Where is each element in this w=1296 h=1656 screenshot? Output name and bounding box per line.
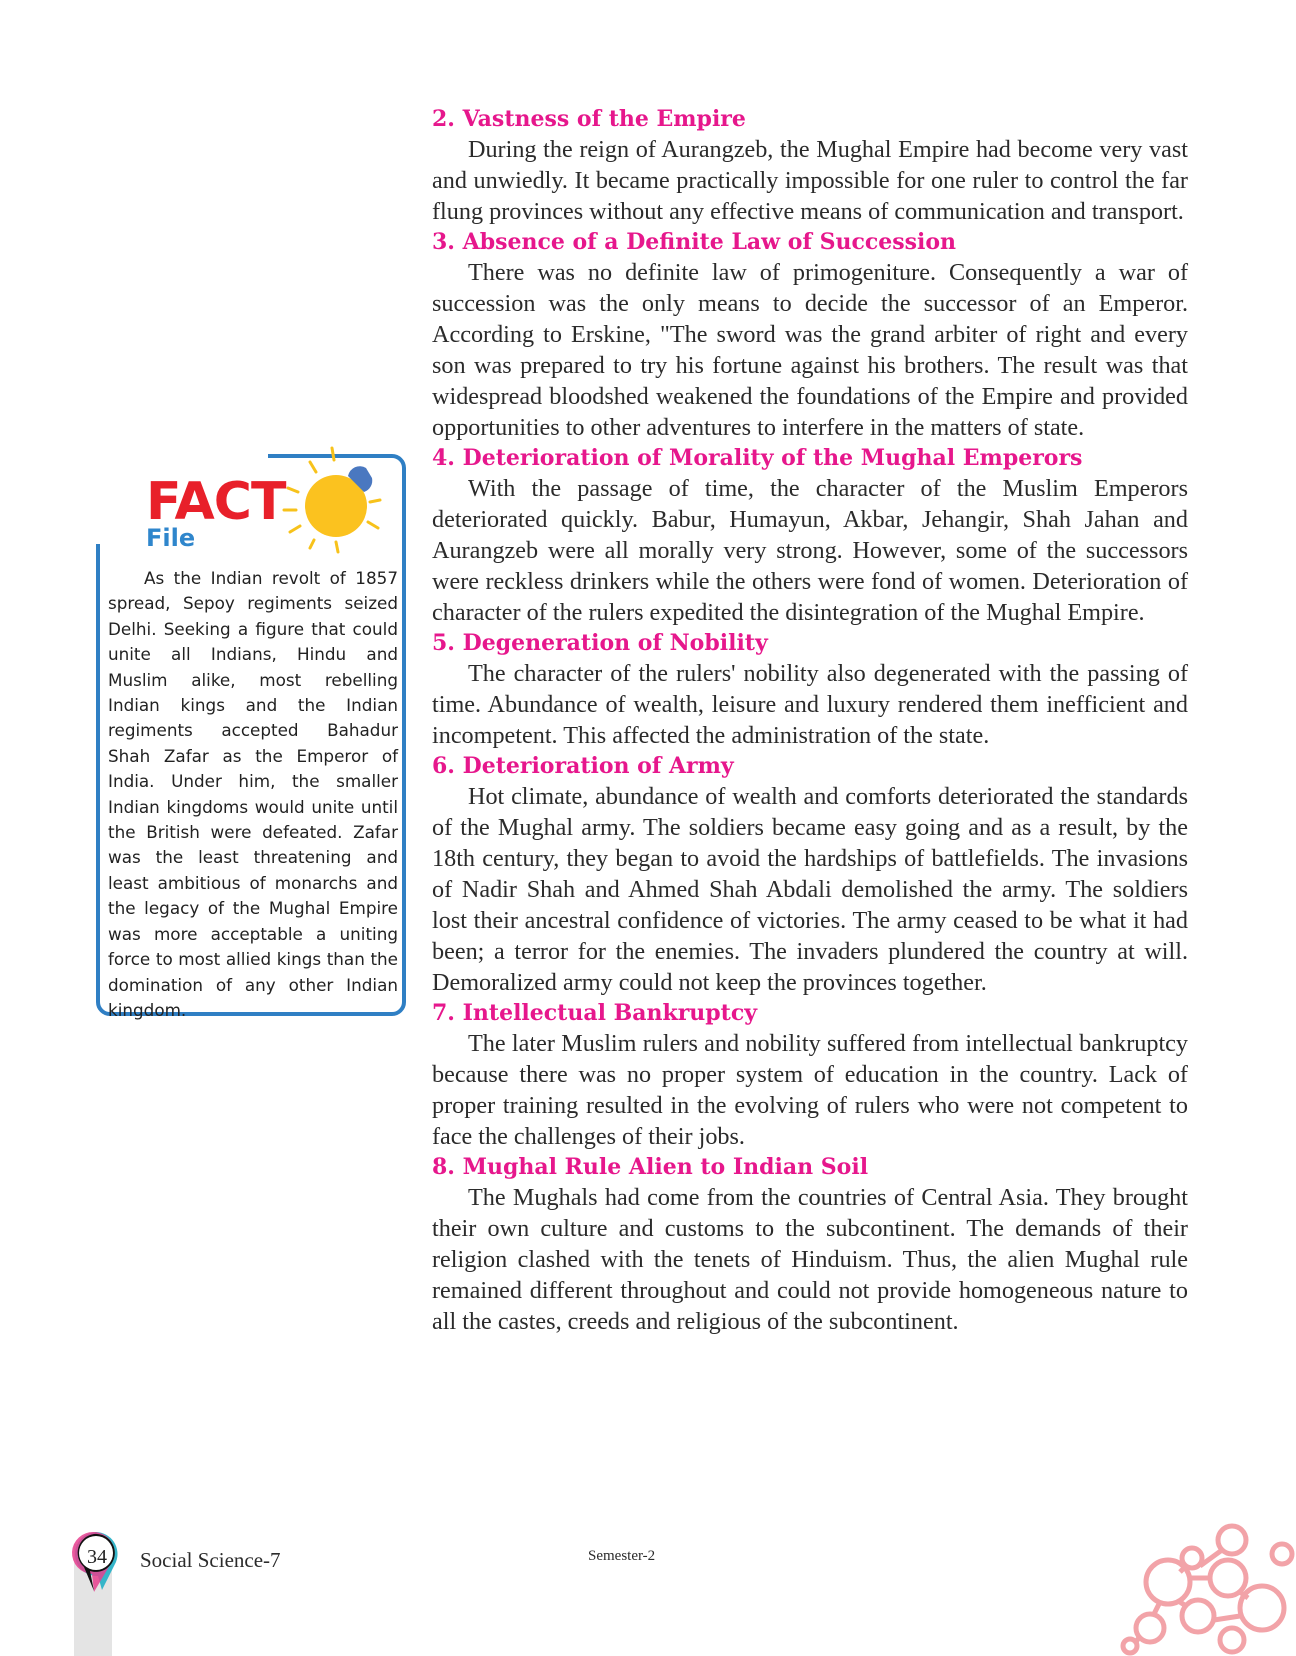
decorative-circles (1120, 1516, 1296, 1656)
section-alien-rule (432, 1152, 1188, 1337)
semester-label: Semester-2 (588, 1548, 656, 1564)
book-title: Social Science-7 (140, 1548, 281, 1572)
section-nobility (432, 628, 1188, 751)
section-paragraph: There was no definite law of primogeniture. Consequently a war of succession was the only means to decide the successor of an Emperor. According to Erskine, "The sword was the grand arbiter of right and every son was prepared to try his fortune against his brothers. The result was that widespread bloodshed weakened the foundations of the Empire and provided opportunities to other adventures to interfere in the matters of state. (432, 259, 1188, 441)
lightbulb-icon (280, 444, 400, 554)
section-heading: 5. Degeneration of Nobility (432, 630, 768, 656)
fact-file-subtitle: File (146, 524, 196, 552)
fact-file-text: As the Indian revolt of 1857 spread, Sepoy regiments seized Delhi. Seeking a figure that could unite all Indians, Hindu and Muslim alike, most rebelling Indian kings and the Indian regiments accepted Bahadur Shah Zafar as the Emperor of India. Under him, the smaller Indian kingdoms would unite until the British were defeated. Zafar was the least threatening and least ambitious of monarchs and the legacy of the Mughal Empire was more acceptable a uniting force to most allied kings than the domination of any other Indian kingdom. (108, 568, 398, 1020)
section-heading: 8. Mughal Rule Alien to Indian Soil (432, 1154, 869, 1180)
section-heading: 3. Absence of a Definite Law of Succession (432, 229, 957, 255)
section-paragraph: The Mughals had come from the countries of Central Asia. They brought their own culture and customs to the subcontinent. The demands of their religion clashed with the tenets of Hinduism. Thus, the alien Mughal rule remained different throughout and could not provide homogeneous nature to all the castes, creeds and religious of the subcontinent. (432, 1184, 1188, 1335)
section-succession (432, 227, 1188, 443)
section-heading: 2. Vastness of the Empire (432, 106, 746, 132)
section-heading: 4. Deterioration of Morality of the Mughal Emperors (432, 445, 1083, 471)
main-column (432, 104, 1188, 1337)
section-heading: 6. Deterioration of Army (432, 753, 734, 779)
section-intellectual (432, 998, 1188, 1152)
section-paragraph: Hot climate, abundance of wealth and comforts deteriorated the standards of the Mughal army. The soldiers became easy going and as a result, by the 18th century, they began to avoid the hardships of battlefields. The invasions of Nadir Shah and Ahmed Shah Abdali demolished the army. The soldiers lost their ancestral confidence of victories. The army ceased to be what it had been; a terror for the enemies. The invaders plundered the country at will. Demoralized army could not keep the provinces together. (432, 783, 1188, 996)
section-army (432, 751, 1188, 998)
section-morality (432, 443, 1188, 628)
section-paragraph: The character of the rulers' nobility also degenerated with the passing of time. Abundance of wealth, leisure and luxury rendered them inefficient and incompetent. This affected the administration of the state. (432, 660, 1188, 749)
section-paragraph: During the reign of Aurangzeb, the Mughal Empire had become very vast and unwiedly. It became practically impossible for one ruler to control the far flung provinces without any effective means of communication and transport. (432, 136, 1188, 225)
section-paragraph: With the passage of time, the character of the Muslim Emperors deteriorated quickly. Babur, Humayun, Akbar, Jehangir, Shah Jahan and Aurangzeb were all morally very strong. However, some of the successors were reckless drinkers while the others were fond of women. Deterioration of character of the rulers expedited the disintegration of the Mughal Empire. (432, 475, 1188, 626)
page-number: 34 (87, 1546, 107, 1568)
section-paragraph: The later Muslim rulers and nobility suffered from intellectual bankruptcy because there was no proper system of education in the country. Lack of proper training resulted in the evolving of rulers who were not competent to face the challenges of their jobs. (432, 1030, 1188, 1150)
section-vastness (432, 104, 1188, 227)
fact-file-title: FACT (146, 472, 286, 532)
section-heading: 7. Intellectual Bankruptcy (432, 1000, 758, 1026)
